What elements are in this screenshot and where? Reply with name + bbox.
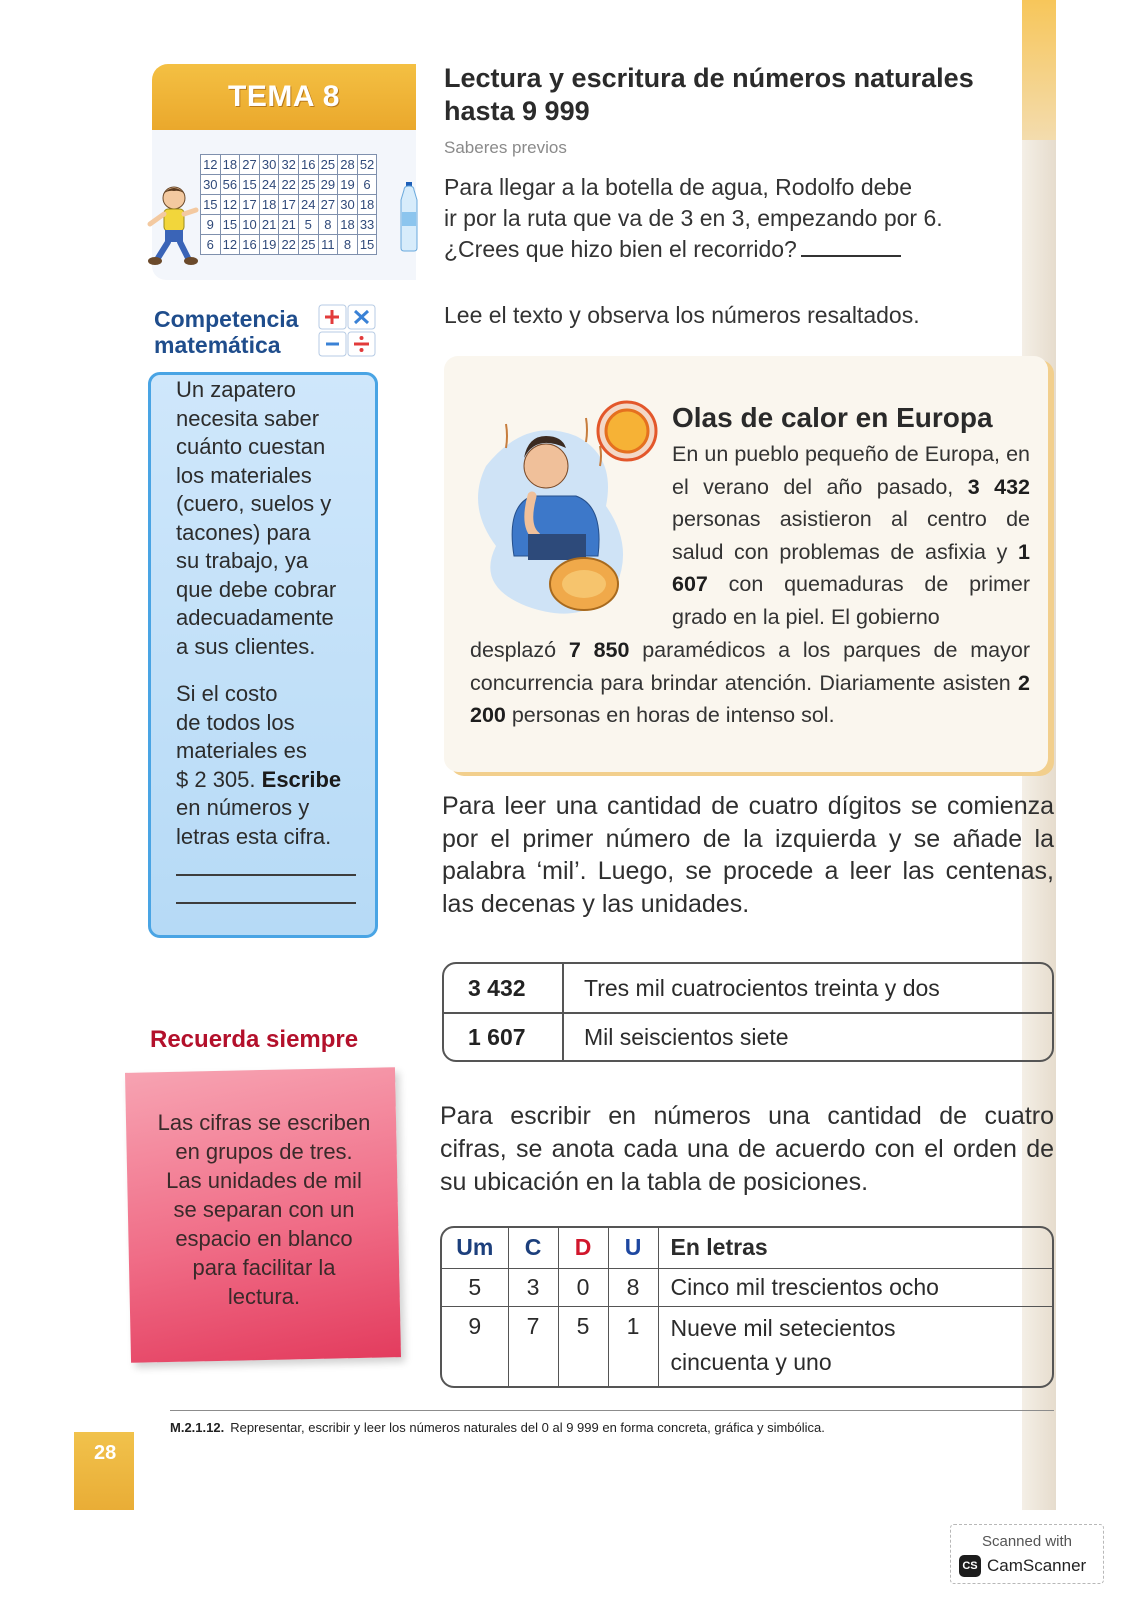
task-verb: Escribe — [261, 766, 342, 792]
grid-cell: 18 — [338, 215, 358, 235]
header-d: D — [558, 1228, 608, 1268]
grid-cell: 6 — [201, 235, 221, 255]
grid-row — [201, 175, 377, 195]
cell-u: 8 — [608, 1268, 658, 1306]
footer-divider — [170, 1410, 1054, 1411]
grid-row — [201, 215, 377, 235]
cell-c: 3 — [508, 1268, 558, 1306]
recuerda-title: Recuerda siempre — [150, 1026, 359, 1053]
grid-cell: 8 — [338, 235, 358, 255]
highlighted-number: 3 432 — [967, 474, 1030, 499]
grid-cell: 30 — [201, 175, 221, 195]
competencia-line: a sus clientes. — [176, 633, 316, 659]
highlighted-number: 1 607 — [672, 539, 1030, 597]
water-bottle-illustration — [398, 182, 420, 252]
grid-cell: 32 — [279, 155, 299, 175]
grid-cell: 11 — [318, 235, 338, 255]
task-line-5: en números y — [176, 795, 310, 820]
grid-cell: 17 — [279, 195, 299, 215]
grid-cell: 25 — [298, 175, 318, 195]
grid-cell: 18 — [259, 195, 279, 215]
grid-cell: 12 — [220, 195, 240, 215]
grid-cell: 5 — [298, 215, 318, 235]
grid-cell: 29 — [318, 175, 338, 195]
answer-line-1[interactable] — [176, 874, 356, 876]
recuerda-line: lectura. — [227, 1284, 301, 1309]
title-line-1: Lectura y escritura de números naturales — [444, 63, 974, 93]
reading-paragraph-2 — [470, 634, 1030, 732]
grid-cell: 30 — [338, 195, 358, 215]
cell-um: 5 — [442, 1268, 508, 1306]
grid-row — [201, 155, 377, 175]
competencia-text — [176, 376, 366, 661]
header-en-letras: En letras — [658, 1228, 1052, 1268]
recuerda-line: Las unidades de mil — [166, 1168, 362, 1193]
table-row — [444, 964, 1052, 1012]
grid-cell: 16 — [298, 155, 318, 175]
task-cost: $ 2 305. — [176, 766, 262, 792]
camscanner-watermark — [950, 1524, 1104, 1584]
highlighted-number: 7 850 — [568, 638, 630, 662]
table-header-row — [442, 1228, 1052, 1268]
watermark-line-2 — [959, 1555, 1086, 1577]
page-number-tab — [74, 1432, 134, 1510]
grid-cell: 24 — [259, 175, 279, 195]
reading-text-c: con quemaduras de primer grado en la piel. El gobierno — [672, 572, 1030, 629]
reading-text-d: desplazó — [470, 638, 569, 662]
grid-cell: 10 — [240, 215, 260, 235]
competencia-line: los materiales — [176, 462, 312, 488]
saberes-previos-text — [444, 172, 1004, 265]
competencia-line: (cuero, suelos y — [176, 491, 332, 516]
saberes-previos-label: Saberes previos — [444, 138, 567, 157]
competencia-title-line-2: matemática — [154, 332, 281, 358]
page-title — [444, 62, 1014, 128]
objective-code: M.2.1.12. — [170, 1420, 225, 1435]
competencia-line: Un zapatero — [176, 377, 296, 402]
answer-blank[interactable] — [801, 239, 901, 257]
reading-rule-paragraph: Para leer una cantidad de cuatro dígitos se comienza por el primer número de la izquierda y se añade la palabra ‘mil’. Luego, se procede a leer las centenas, las decenas y las unidades. — [442, 792, 1054, 918]
intro-line-2: ir por la ruta que va de 3 en 3, empezando por 6. — [444, 205, 943, 231]
place-value-table — [440, 1226, 1054, 1388]
place-value-grid — [442, 1228, 1052, 1386]
grid-cell: 30 — [259, 155, 279, 175]
recuerda-line: se separan con un — [173, 1197, 355, 1222]
cell-d: 5 — [558, 1306, 608, 1386]
writing-rule-paragraph: Para escribir en números una cantidad de cuatro cifras, se anota cada una de acuerdo con el orden de su ubicación en la tabla de posiciones. — [440, 1102, 1054, 1196]
grid-cell: 52 — [357, 155, 377, 175]
grid-cell: 15 — [201, 195, 221, 215]
grid-cell: 22 — [279, 175, 299, 195]
grid-cell: 25 — [298, 235, 318, 255]
table-row — [442, 1268, 1052, 1306]
competencia-line: que debe cobrar — [176, 576, 337, 602]
header-c: C — [508, 1228, 558, 1268]
reading-text-a: En un pueblo pequeño de Europa, en el verano del año pasado, — [672, 442, 1030, 499]
grid-cell: 6 — [357, 175, 377, 195]
competencia-task — [176, 680, 366, 851]
watermark-brand: CamScanner — [987, 1556, 1087, 1575]
example-number: 1 607 — [468, 1023, 526, 1050]
examples-table — [442, 962, 1054, 1062]
words-line-2: cincuenta y uno — [670, 1348, 832, 1375]
grid-cell: 8 — [318, 215, 338, 235]
competencia-title — [154, 306, 298, 358]
reading-title: Olas de calor en Europa — [672, 402, 993, 433]
watermark-line-1: Scanned with — [981, 1533, 1073, 1550]
grid-cell: 15 — [240, 175, 260, 195]
tema-tab — [152, 64, 416, 130]
title-line-2: hasta 9 999 — [444, 96, 590, 126]
recuerda-line: para facilitar la — [192, 1255, 336, 1280]
recuerda-line: Las cifras se escriben — [157, 1110, 371, 1135]
competencia-line: adecuadamente — [176, 605, 334, 630]
grid-cell: 24 — [298, 195, 318, 215]
objective-text: Representar, escribir y leer los números naturales del 0 al 9 999 en forma concreta, gráfica y simbólica. — [230, 1420, 825, 1435]
grid-cell: 28 — [338, 155, 358, 175]
cell-u: 1 — [608, 1306, 658, 1386]
task-line-3: materiales es — [176, 738, 307, 763]
intro-line-1: Para llegar a la botella de agua, Rodolfo debe — [444, 174, 913, 200]
math-operations-icon — [318, 304, 376, 358]
grid-cell: 19 — [259, 235, 279, 255]
answer-line-2[interactable] — [176, 902, 356, 904]
grid-cell: 21 — [279, 215, 299, 235]
recuerda-line: espacio en blanco — [175, 1226, 353, 1251]
reading-paragraph-1 — [672, 438, 1030, 634]
reading-text-e: paramédicos a los parques de mayor concurrencia para brindar atención. Diariamente asisten — [470, 638, 1030, 695]
competencia-line: necesita saber — [176, 405, 320, 431]
task-line-2: de todos los — [176, 709, 295, 735]
competencia-line: tacones) para — [176, 519, 311, 545]
sun-icon — [596, 400, 658, 462]
recuerda-text — [146, 1108, 382, 1311]
grid-row — [201, 235, 377, 255]
example-words: Mil seiscientos siete — [562, 1014, 789, 1060]
tema-label: TEMA 8 — [228, 80, 340, 113]
grid-cell: 16 — [240, 235, 260, 255]
grid-cell: 27 — [318, 195, 338, 215]
cell-words: Cinco mil trescientos ocho — [658, 1268, 1052, 1306]
competencia-line: su trabajo, ya — [176, 548, 309, 573]
task-line-6: letras esta cifra. — [176, 823, 332, 849]
grid-row — [201, 195, 377, 215]
grid-cell: 27 — [240, 155, 260, 175]
grid-cell: 22 — [279, 235, 299, 255]
cell-d: 0 — [558, 1268, 608, 1306]
grid-cell: 18 — [220, 155, 240, 175]
task-line-1: Si el costo — [176, 681, 278, 706]
grid-cell: 9 — [201, 215, 221, 235]
competencia-title-line-1: Competencia — [154, 306, 299, 332]
page-number: 28 — [94, 1442, 117, 1464]
grid-cell: 15 — [357, 235, 377, 255]
intro-question: ¿Crees que hizo bien el recorrido? — [444, 236, 797, 262]
grid-cell: 15 — [220, 215, 240, 235]
grid-cell: 17 — [240, 195, 260, 215]
camscanner-logo-icon: CS — [959, 1555, 981, 1577]
running-boy-illustration — [144, 184, 200, 266]
intro-line-3 — [444, 234, 1004, 265]
recuerda-line: en grupos de tres. — [175, 1139, 353, 1164]
grid-cell: 33 — [357, 215, 377, 235]
cell-um: 9 — [442, 1306, 508, 1386]
footer-objective — [170, 1420, 825, 1435]
header-um: Um — [442, 1228, 508, 1268]
header-u: U — [608, 1228, 658, 1268]
grid-cell: 56 — [220, 175, 240, 195]
instruction-text: Lee el texto y observa los números resaltados. — [444, 302, 920, 328]
task-line-4 — [176, 766, 366, 795]
reading-text-b: personas asistieron al centro de salud con problemas de asfixia y — [672, 507, 1030, 564]
grid-cell: 19 — [338, 175, 358, 195]
grid-cell: 21 — [259, 215, 279, 235]
cell-c: 7 — [508, 1306, 558, 1386]
highlighted-number: 2 200 — [470, 670, 1030, 728]
example-words: Tres mil cuatrocientos treinta y dos — [562, 964, 940, 1012]
grid-cell: 25 — [318, 155, 338, 175]
table-row — [442, 1306, 1052, 1386]
page-edge-tab — [1022, 0, 1056, 140]
competencia-line: cuánto cuestan — [176, 434, 326, 459]
grid-cell: 18 — [357, 195, 377, 215]
number-route-grid — [200, 154, 377, 255]
reading-text-f: personas en horas de intenso sol. — [505, 703, 835, 728]
grid-cell: 12 — [220, 235, 240, 255]
cell-words — [658, 1306, 1052, 1386]
grid-cell: 12 — [201, 155, 221, 175]
example-number: 3 432 — [468, 974, 526, 1001]
words-line-1: Nueve mil setecientos — [670, 1314, 896, 1341]
table-row — [444, 1012, 1052, 1060]
